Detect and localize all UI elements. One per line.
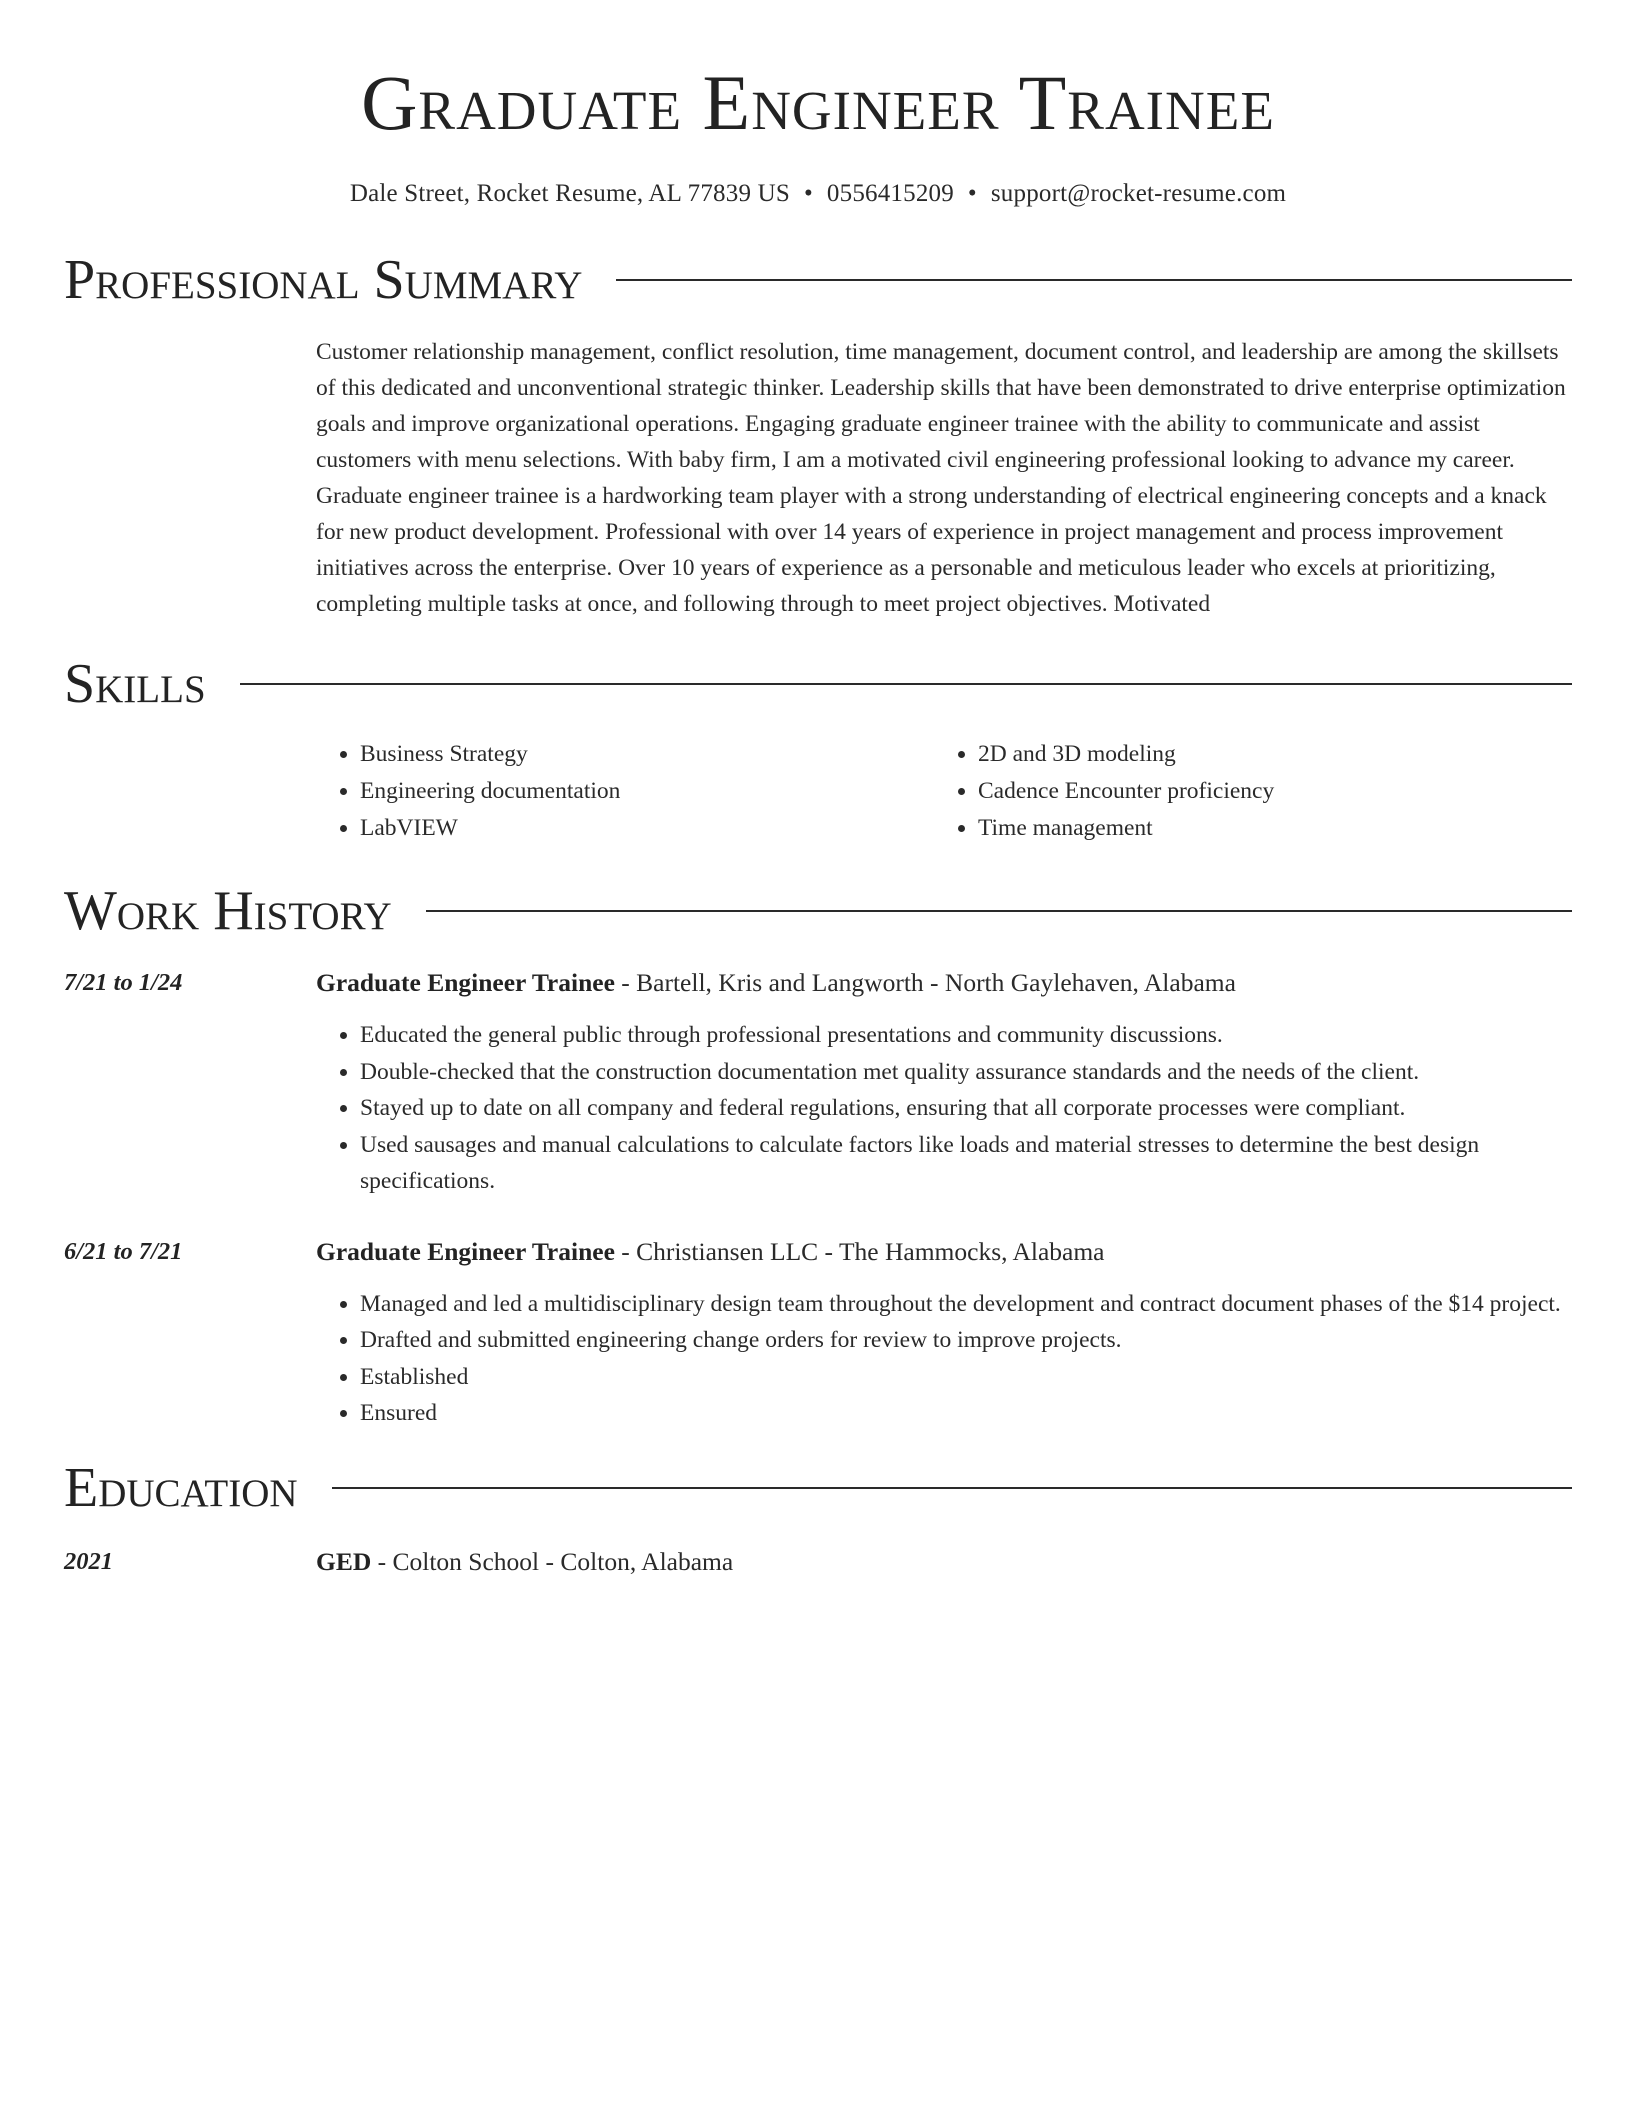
skills-column-right: [934, 736, 1552, 847]
job-details: - Bartell, Kris and Langworth - North Gaylehaven, Alabama: [614, 968, 1236, 997]
summary-section-title: Professional Summary: [64, 249, 583, 311]
education-detail: [316, 1544, 733, 1580]
contact-email[interactable]: support@rocket-resume.com: [990, 180, 1287, 207]
skill-item: • Time management: [978, 810, 1552, 847]
job-bullets: [316, 1286, 1572, 1432]
skill-item: • Cadence Encounter proficiency: [978, 773, 1552, 810]
section-divider: [616, 279, 1572, 281]
job-body: [316, 1234, 1572, 1432]
education-section-title: Education: [64, 1456, 298, 1519]
job-bullet: • Educated the general public through professional presentations and community discussions.: [360, 1017, 1572, 1054]
skill-item: • LabVIEW: [360, 810, 934, 847]
job-title-line: [316, 965, 1572, 1001]
job-bullet: • Drafted and submitted engineering change orders for review to improve projects.: [360, 1322, 1572, 1359]
skill-item: • 2D and 3D modeling: [978, 736, 1552, 773]
education-date: 2021: [64, 1547, 113, 1575]
skill-item: • Engineering documentation: [360, 773, 934, 810]
contact-address: Dale Street, Rocket Resume, AL 77839 US: [349, 180, 790, 207]
work-section-title: Work History: [64, 880, 392, 942]
job-role: Graduate Engineer Trainee: [316, 968, 615, 997]
skills-section-title: Skills: [64, 653, 206, 715]
summary-section-header: [64, 249, 1572, 311]
job-bullets: [316, 1017, 1572, 1200]
contact-separator: •: [803, 180, 813, 207]
resume-page: [64, 0, 1572, 1580]
job-date: 6/21 to 7/21: [64, 1237, 183, 1265]
summary-text: Customer relationship management, conflict resolution, time management, document control, and leadership are among the skillsets of this dedicated and unconventional strategic thinker. Leadership skills that have been demonstrated to drive enterprise optimization goals and improve organizational operations. Engaging graduate engineer trainee with the ability to communicate and assist customers with menu selections. With baby firm, I am a motivated civil engineering professional looking to advance my career. Graduate engineer trainee is a hardworking team player with a strong understanding of electrical engineering concepts and a knack for new product development. Professional with over 14 years of experience in project management and process improvement initiatives across the enterprise. Over 10 years of experience as a personable and meticulous leader who excels at prioritizing, completing multiple tasks at once, and following through to meet project objectives. Motivated: [316, 339, 1566, 617]
contact-separator: •: [967, 180, 977, 207]
job-date: 7/21 to 1/24: [64, 969, 183, 996]
section-divider: [332, 1487, 1572, 1489]
section-divider: [426, 910, 1572, 912]
job-bullet: • Used sausages and manual calculations to calculate factors like loads and material stresses to determine the best design specifications.: [360, 1127, 1572, 1200]
job-body: [316, 965, 1572, 1200]
job-bullet: • Double-checked that the construction documentation met quality assurance standards and the needs of the client.: [360, 1054, 1572, 1091]
job-entry: [64, 1234, 1572, 1432]
job-bullet: • Established: [360, 1359, 1572, 1396]
job-role: Graduate Engineer Trainee: [316, 1236, 615, 1266]
skills-column-left: [316, 736, 934, 847]
education-entry: [64, 1544, 1572, 1580]
job-entry: [64, 965, 1572, 1200]
education-degree: GED: [316, 1546, 372, 1576]
resume-name: Graduate Engineer Trainee: [361, 59, 1275, 146]
education-section-header: [64, 1456, 1572, 1519]
contact-line: [64, 180, 1572, 208]
job-bullet: • Managed and led a multidisciplinary design team throughout the development and contract document phases of the $14 project.: [360, 1286, 1572, 1323]
section-divider: [240, 683, 1572, 685]
skill-item: • Business Strategy: [360, 736, 934, 773]
job-bullet: • Stayed up to date on all company and federal regulations, ensuring that all corporate processes were compliant.: [360, 1090, 1572, 1127]
skills-section-header: [64, 653, 1572, 715]
contact-phone[interactable]: 0556415209: [826, 180, 954, 207]
job-title-line: [316, 1234, 1572, 1270]
skills-list: [316, 736, 1572, 847]
work-section-header: [64, 880, 1572, 942]
job-details: - Christiansen LLC - The Hammocks, Alabama: [614, 1236, 1105, 1266]
education-school: - Colton School - Colton, Alabama: [371, 1546, 734, 1576]
job-bullet: • Ensured: [360, 1395, 1572, 1432]
